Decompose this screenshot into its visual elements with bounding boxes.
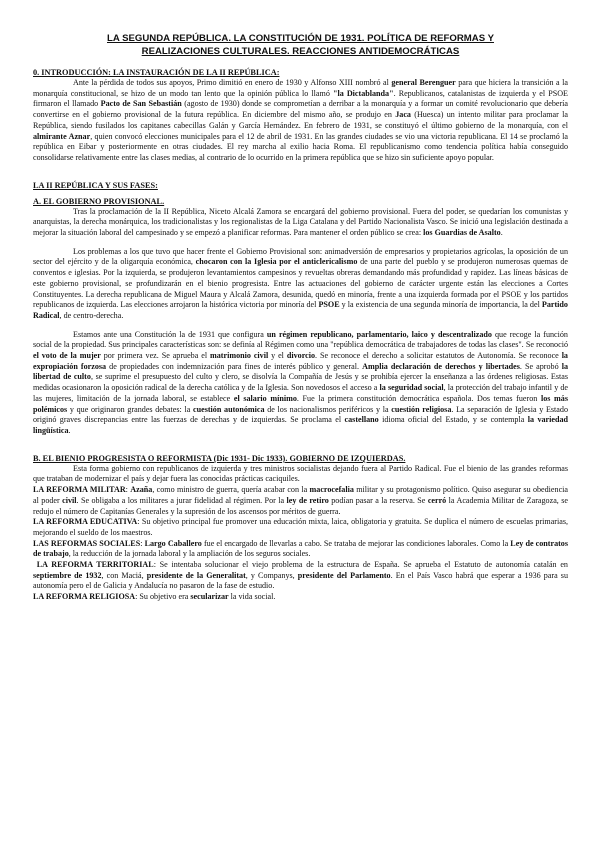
document-title <box>33 33 568 58</box>
title-line-2: REALIZACIONES CULTURALES. REACCIONES ANTIDEMOCRÁTICAS <box>141 45 460 57</box>
provisional-government-heading: A. EL GOBIERNO PROVISIONAL. <box>33 196 165 206</box>
reform-territorial: LA REFORMA TERRITORIAL: Se intentaba solucionar el viejo problema de la estructura de España. Se aprueba el Estatuto de autonomía catalán en septiembre de 1932, con Maciá, presidente de la Generalitat, y Companys, presidente del Parlamento. En el País Vasco habrá que esperar a 1936 para su autonomía pero el de Galicia y Andalucía no pasaron de la fase de estudio. <box>33 560 569 591</box>
provisional-paragraph-2: Los problemas a los que tuvo que hacer frente el Gobierno Provisional son: animadversión de empresarios y propietarios agrícolas, la oposición de un sector del ejército y de la oligarquía económica, chocaron con la Iglesia por el anticlericalismo de una parte del pueblo y se produjeron numerosas quemas de conventos e iglesias. Por la izquierda, se produjeron levantamientos campesinos y revueltas obreras demandando más profundidad y rapidez. Las líneas básicas de este gobierno provisional, se profundizarán en el bienio progresista. Entre las actuaciones del gobierno de carácter urgente están las elecciones a Cortes Constituyentes. La derecha republicana de Miguel Maura y Alcalá Zamora, desunida, quedó en minoría, frente a una izquierda formada por el PSOE y los partidos republicanos de izquierda. Las elecciones arrojaron la histórica victoria por minoría del PSOE y la existencia de una segunda minoría de importancia, la del Partido Radical, de centro-derecha. <box>33 246 568 320</box>
title-line-1: LA SEGUNDA REPÚBLICA. LA CONSTITUCIÓN DE 1931. POLÍTICA DE REFORMAS Y <box>107 33 494 44</box>
constitution-paragraph: Estamos ante una Constitución la de 1931 que configura un régimen republicano, parlamentario, laico y descentralizado que recoge la función social de la propiedad. Sus principales características son: se definía al Régimen como una "república democrática de trabajadores de todas las clases". Se reconoció el voto de la mujer por primera vez. Se aprueba el matrimonio civil y el divorcio. Se reconoce el derecho a solicitar estatutos de Autonomía. Se reconoce la expropiación forzosa de propiedades con indemnización para fines de interés público y general. Amplia declaración de derechos y libertades. Se aprobó la libertad de culto, se suprime el presupuesto del culto y clero, se disolvía la Compañía de Jesús y se prohibía ejercer la enseñanza a las órdenes religiosas. Estas medidas ocasionaron la oposición radical de la derecha católica y de la Iglesia. Son novedosos el acceso a la seguridad social, la protección del trabajo infantil y de las mujeres, limitación de la jornada laboral, se establece el salario mínimo. Fue la primera constitución democrática española. Dos temas fueron los más polémicos y que originaron grandes debates: la cuestión autonómica de los nacionalismos periféricos y la cuestión religiosa. La separación de Iglesia y Estado originó graves discrepancias entre las fuerzas de derechas y de izquierdas. Se proclama el castellano idioma oficial del Estado, y se contempla la variedad lingüística. <box>33 329 569 435</box>
phases-heading: LA II REPÚBLICA Y SUS FASES: <box>33 180 158 190</box>
bienio-heading: B. EL BIENIO PROGRESISTA O REFORMISTA (Dic 1931- Dic 1933). GOBIERNO DE IZQUIERDAS. <box>33 453 406 463</box>
reform-education: LA REFORMA EDUCATIVA: Su objetivo principal fue promover una educación mixta, laica, obligatoria y gratuita. Se duplica el número de escuelas primarias, mejorando el sueldo de los maestros. <box>33 517 568 537</box>
document-page <box>33 33 568 603</box>
reform-religious: LA REFORMA RELIGIOSA: Su objetivo era secularizar la vida social. <box>33 592 276 602</box>
intro-paragraph: Ante la pérdida de todos sus apoyos, Primo dimitió en enero de 1930 y Alfonso XIII nombró al general Berenguer para que hiciera la transición a la monarquía constitucional, se hizo de un modo tan lento que la opinión pública lo llamó "la Dictablanda". Republicanos, catalanistas de izquierda y el PSOE firmaron el llamado Pacto de San Sebastián (agosto de 1930) donde se comprometían a derribar a la monarquía y a formar un comité revolucionario que debería convertirse en el gobierno provisional de la futura república. En diciembre del mismo año, se produjo en Jaca (Huesca) un intento militar para proclamar la República, siendo fusilados los capitanes cabecillas Galán y García Hernández. En febrero de 1931, se constituyó el último gobierno de la monarquía, con el almirante Aznar, quien convocó elecciones municipales para el 12 de abril de 1931. En las grandes ciudades se vio una victoria republicana. El 14 se proclamó la república en Eibar y posteriormente en otras ciudades. El rey marcha al exilio hacia Roma. El republicanismo como tendencia política había conseguido consolidarse relativamente entre las clases medias, al contrario de lo ocurrido en la primera república que se hizo sin suficiente apoyo popular. <box>33 78 568 162</box>
bienio-intro: Esta forma gobierno con republicanos de izquierda y tres ministros socialistas dejando fuera al Partido Radical. Fue el bienio de las grandes reformas que trataban de modernizar el país y dejar fuera las conocidas prácticas caciquiles. <box>33 463 568 484</box>
provisional-paragraph-1: Tras la proclamación de la II República, Niceto Alcalá Zamora se encargará del gobierno provisional. Fuera del poder, se quedarían los comunistas y anarquistas, la derecha monárquica, los tradicionalistas y los regionalistas de la Liga Catalana y del Partido Nacionalista Vasco. Se inició una legislación destinada a mejorar la situación laboral del campesinado y se empezó a planificar reformas. Para mantener el orden público se crea: los Guardias de Asalto. <box>33 206 568 238</box>
intro-heading: 0. INTRODUCCIÓN: LA INSTAURACIÓN DE LA II REPÚBLICA: <box>33 68 280 77</box>
reform-social: LAS REFORMAS SOCIALES: Largo Caballero fue el encargado de llevarlas a cabo. Se trataba de mejorar las condiciones laborales. Como la Ley de contratos de trabajo, la reducción de la jornada laboral y la ampliación de los seguros sociales. <box>33 538 569 559</box>
reform-military: LA REFORMA MILITAR: Azaña, como ministro de guerra, quería acabar con la macrocefalia militar y su protagonismo político. Quiso asegurar su obediencia al poder civil. Se obligaba a los militares a jurar fidelidad al régimen. Por la ley de retiro podían pasar a la reserva. Se cerró la Academia Militar de Zaragoza, se redujo el número de Capitanías Generales y la supresión de los ascensos por méritos de guerra. <box>33 485 569 516</box>
